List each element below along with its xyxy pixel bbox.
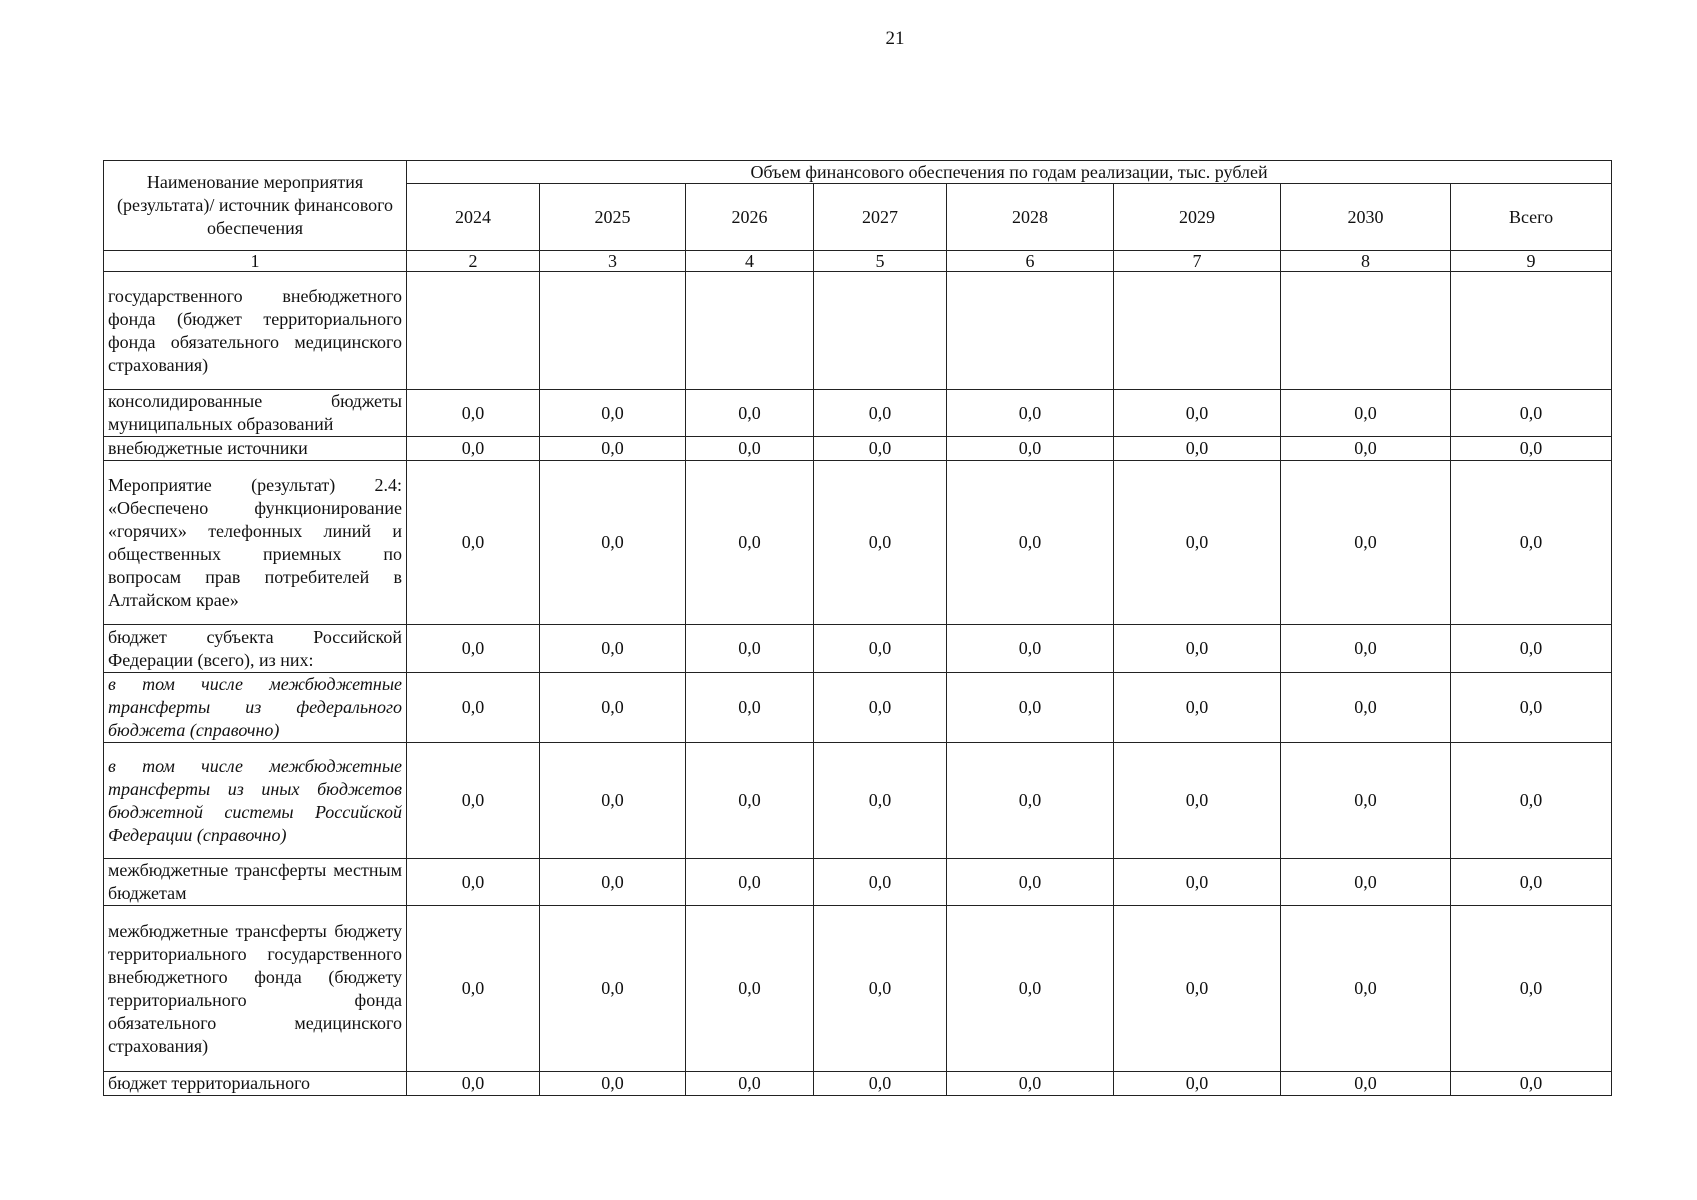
value-cell: 0,0 <box>814 437 947 461</box>
value-cell: 0,0 <box>540 461 686 625</box>
total-cell: 0,0 <box>1451 673 1612 743</box>
value-cell: 0,0 <box>947 859 1114 906</box>
financing-group-header: Объем финансового обеспечения по годам реализации, тыс. рублей <box>407 161 1612 184</box>
row-label: в том числе межбюджетные трансферты из федерального бюджета (справочно) <box>104 673 407 743</box>
value-cell: 0,0 <box>540 906 686 1072</box>
value-cell: 0,0 <box>814 743 947 859</box>
value-cell: 0,0 <box>686 673 814 743</box>
value-cell: 0,0 <box>947 906 1114 1072</box>
table-row <box>104 390 1612 437</box>
value-cell: 0,0 <box>1114 673 1281 743</box>
column-number: 7 <box>1114 251 1281 272</box>
value-cell <box>1281 272 1451 390</box>
table-row <box>104 906 1612 1072</box>
row-label: бюджет территориального <box>104 1072 407 1096</box>
year-header: 2028 <box>947 184 1114 251</box>
page-number: 21 <box>885 28 905 49</box>
value-cell: 0,0 <box>1281 906 1451 1072</box>
value-cell: 0,0 <box>1114 437 1281 461</box>
row-label: в том числе межбюджетные трансферты из иных бюджетов бюджетной системы Российской Федерации (справочно) <box>104 743 407 859</box>
value-cell: 0,0 <box>1281 461 1451 625</box>
row-label: консолидированные бюджеты муниципальных образований <box>104 390 407 437</box>
row-label: внебюджетные источники <box>104 437 407 461</box>
value-cell: 0,0 <box>814 1072 947 1096</box>
year-header: 2029 <box>1114 184 1281 251</box>
value-cell: 0,0 <box>540 437 686 461</box>
year-header: 2027 <box>814 184 947 251</box>
total-cell: 0,0 <box>1451 461 1612 625</box>
row-label: межбюджетные трансферты бюджету территориального государственного внебюджетного фонда (бюджету территориального фонда обязательного медицинского страхования) <box>104 906 407 1072</box>
value-cell: 0,0 <box>1114 390 1281 437</box>
value-cell: 0,0 <box>1114 743 1281 859</box>
total-cell: 0,0 <box>1451 390 1612 437</box>
value-cell: 0,0 <box>540 743 686 859</box>
table-row <box>104 743 1612 859</box>
value-cell: 0,0 <box>686 859 814 906</box>
value-cell: 0,0 <box>686 743 814 859</box>
value-cell: 0,0 <box>1114 625 1281 673</box>
value-cell: 0,0 <box>947 673 1114 743</box>
value-cell: 0,0 <box>814 625 947 673</box>
row-label: Мероприятие (результат) 2.4: «Обеспечено функционирование «горячих» телефонных линий и общественных приемных по вопросам прав потребителей в Алтайском крае» <box>104 461 407 625</box>
value-cell <box>686 272 814 390</box>
value-cell: 0,0 <box>814 906 947 1072</box>
total-cell: 0,0 <box>1451 859 1612 906</box>
value-cell: 0,0 <box>540 673 686 743</box>
value-cell: 0,0 <box>1281 625 1451 673</box>
column-number: 6 <box>947 251 1114 272</box>
value-cell: 0,0 <box>540 859 686 906</box>
value-cell: 0,0 <box>540 390 686 437</box>
total-header: Всего <box>1451 184 1612 251</box>
column-number: 8 <box>1281 251 1451 272</box>
value-cell: 0,0 <box>407 625 540 673</box>
row-label: межбюджетные трансферты местным бюджетам <box>104 859 407 906</box>
total-cell: 0,0 <box>1451 743 1612 859</box>
total-cell: 0,0 <box>1451 906 1612 1072</box>
value-cell: 0,0 <box>1281 859 1451 906</box>
year-header: 2024 <box>407 184 540 251</box>
value-cell: 0,0 <box>947 390 1114 437</box>
value-cell: 0,0 <box>1114 461 1281 625</box>
value-cell: 0,0 <box>1281 743 1451 859</box>
value-cell <box>947 272 1114 390</box>
year-header: 2025 <box>540 184 686 251</box>
value-cell: 0,0 <box>1281 390 1451 437</box>
value-cell: 0,0 <box>814 390 947 437</box>
column-number: 2 <box>407 251 540 272</box>
column-number: 1 <box>104 251 407 272</box>
value-cell: 0,0 <box>686 437 814 461</box>
column-number: 4 <box>686 251 814 272</box>
value-cell: 0,0 <box>686 390 814 437</box>
column-number: 3 <box>540 251 686 272</box>
row-label: государственного внебюджетного фонда (бюджет территориального фонда обязательного медицинского страхования) <box>104 272 407 390</box>
value-cell <box>540 272 686 390</box>
value-cell: 0,0 <box>947 1072 1114 1096</box>
total-cell: 0,0 <box>1451 437 1612 461</box>
value-cell: 0,0 <box>947 461 1114 625</box>
value-cell: 0,0 <box>1281 1072 1451 1096</box>
value-cell: 0,0 <box>686 906 814 1072</box>
total-cell: 0,0 <box>1451 1072 1612 1096</box>
value-cell: 0,0 <box>1114 1072 1281 1096</box>
table-row <box>104 859 1612 906</box>
year-header: 2026 <box>686 184 814 251</box>
value-cell: 0,0 <box>407 437 540 461</box>
financing-table <box>103 160 1612 1096</box>
row-label: бюджет субъекта Российской Федерации (всего), из них: <box>104 625 407 673</box>
table-row <box>104 1072 1612 1096</box>
value-cell: 0,0 <box>686 1072 814 1096</box>
table-row <box>104 272 1612 390</box>
value-cell <box>814 272 947 390</box>
value-cell: 0,0 <box>407 1072 540 1096</box>
value-cell: 0,0 <box>814 461 947 625</box>
total-cell: 0,0 <box>1451 625 1612 673</box>
year-header: 2030 <box>1281 184 1451 251</box>
total-cell <box>1451 272 1612 390</box>
value-cell: 0,0 <box>947 743 1114 859</box>
value-cell: 0,0 <box>814 673 947 743</box>
value-cell: 0,0 <box>540 1072 686 1096</box>
value-cell: 0,0 <box>407 743 540 859</box>
value-cell: 0,0 <box>1281 673 1451 743</box>
column-number: 9 <box>1451 251 1612 272</box>
value-cell: 0,0 <box>1281 437 1451 461</box>
value-cell: 0,0 <box>814 859 947 906</box>
value-cell: 0,0 <box>407 859 540 906</box>
value-cell: 0,0 <box>407 461 540 625</box>
value-cell: 0,0 <box>1114 859 1281 906</box>
value-cell: 0,0 <box>686 461 814 625</box>
table-row <box>104 625 1612 673</box>
table-row <box>104 437 1612 461</box>
value-cell: 0,0 <box>686 625 814 673</box>
column-number-row <box>104 251 1612 272</box>
table-row <box>104 461 1612 625</box>
table-row <box>104 673 1612 743</box>
value-cell: 0,0 <box>540 625 686 673</box>
value-cell <box>407 272 540 390</box>
value-cell: 0,0 <box>407 673 540 743</box>
value-cell: 0,0 <box>947 437 1114 461</box>
value-cell: 0,0 <box>407 906 540 1072</box>
value-cell <box>1114 272 1281 390</box>
value-cell: 0,0 <box>1114 906 1281 1072</box>
table-body <box>104 272 1612 1096</box>
name-column-header: Наименование мероприятия (результата)/ источник финансового обеспечения <box>104 161 407 251</box>
column-number: 5 <box>814 251 947 272</box>
value-cell: 0,0 <box>407 390 540 437</box>
value-cell: 0,0 <box>947 625 1114 673</box>
